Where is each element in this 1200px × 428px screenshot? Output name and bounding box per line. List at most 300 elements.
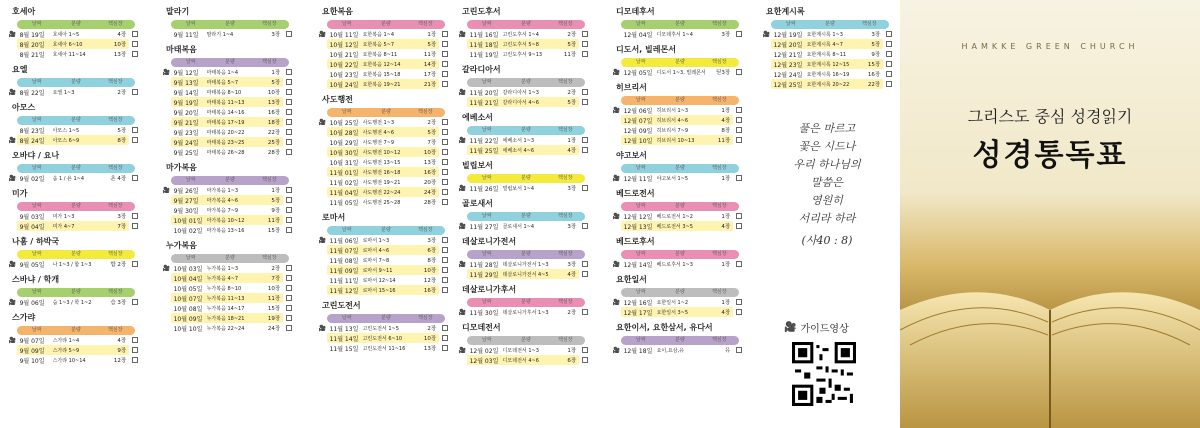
done-checkbox[interactable]: [286, 187, 292, 193]
header-date: 날짜: [185, 255, 196, 261]
done-checkbox[interactable]: [582, 31, 588, 37]
row-key-chapter: 4장: [567, 272, 577, 278]
row-cells: [467, 269, 580, 279]
table-header: [621, 20, 739, 29]
row-key-chapter: 욘 4장: [110, 176, 127, 182]
done-checkbox[interactable]: [736, 31, 742, 37]
row-range: 고린도후서 1~4: [502, 31, 539, 38]
book-section: [318, 94, 448, 207]
row-range: 누가복음 8~10: [206, 285, 242, 292]
done-checkbox[interactable]: [132, 137, 138, 143]
row-date: 11월 02일: [329, 179, 359, 187]
table-header: [17, 326, 135, 335]
header-date: 날짜: [31, 203, 42, 209]
row-key-chapter: 3장: [871, 32, 881, 38]
row-date: 10월 01일: [173, 217, 203, 225]
book-section: [8, 312, 138, 365]
table-row: [8, 87, 138, 97]
row-date: 9월 25일: [173, 149, 199, 157]
done-checkbox[interactable]: [582, 347, 588, 353]
done-checkbox[interactable]: [286, 207, 292, 213]
row-range: 호세아 6~10: [52, 41, 83, 48]
done-checkbox[interactable]: [286, 139, 292, 145]
done-checkbox[interactable]: [132, 213, 138, 219]
row-cells: [171, 263, 284, 273]
done-checkbox[interactable]: [442, 179, 448, 185]
header-key: 핵심장: [558, 299, 573, 305]
row-range: 야고보서 1~5: [656, 175, 689, 182]
done-checkbox[interactable]: [886, 31, 892, 37]
header-key: 핵심장: [108, 327, 123, 333]
row-date: 12월 03일: [469, 357, 499, 365]
done-checkbox[interactable]: [442, 277, 448, 283]
book-section: [458, 322, 588, 365]
done-checkbox[interactable]: [442, 51, 448, 57]
done-checkbox[interactable]: [442, 129, 448, 135]
done-checkbox[interactable]: [736, 261, 742, 267]
done-checkbox[interactable]: [442, 71, 448, 77]
row-key-chapter: 5장: [271, 80, 281, 86]
table-header: [17, 164, 135, 173]
row-cells: [621, 221, 734, 231]
row-key-chapter: 1장: [567, 138, 577, 144]
done-checkbox[interactable]: [736, 347, 742, 353]
header-range: 분량: [225, 255, 235, 261]
done-checkbox[interactable]: [132, 31, 138, 37]
row-cells: [171, 215, 284, 225]
done-checkbox[interactable]: [736, 107, 742, 113]
verse-panel: [762, 120, 892, 420]
done-checkbox[interactable]: [442, 189, 448, 195]
done-checkbox[interactable]: [286, 227, 292, 233]
header-key: 핵심장: [108, 203, 123, 209]
header-date: 날짜: [481, 21, 492, 27]
done-checkbox[interactable]: [442, 61, 448, 67]
done-checkbox[interactable]: [442, 41, 448, 47]
done-checkbox[interactable]: [132, 127, 138, 133]
table-row: [162, 323, 292, 333]
done-checkbox[interactable]: [286, 315, 292, 321]
row-key-chapter: 4장: [721, 118, 731, 124]
book-title: 야고보서: [616, 151, 647, 160]
row-cells: [327, 137, 440, 147]
book-section: [458, 112, 588, 155]
row-key-chapter: 11장: [717, 138, 731, 144]
done-checkbox[interactable]: [286, 305, 292, 311]
row-date: 12월 18일: [623, 347, 653, 355]
done-checkbox[interactable]: [286, 285, 292, 291]
row-date: 10월 03일: [173, 265, 203, 273]
done-checkbox[interactable]: [442, 237, 448, 243]
row-key-chapter: 13장: [423, 346, 437, 352]
done-checkbox[interactable]: [442, 159, 448, 165]
done-checkbox[interactable]: [582, 99, 588, 105]
row-cells: [171, 195, 284, 205]
book-title: 빌립보서: [462, 161, 493, 170]
row-cells: [621, 211, 734, 221]
row-cells: [621, 307, 734, 317]
done-checkbox[interactable]: [442, 335, 448, 341]
row-key-chapter: 17장: [423, 72, 437, 78]
row-date: 12월 04일: [623, 31, 653, 39]
done-checkbox[interactable]: [886, 71, 892, 77]
table-header: [621, 288, 739, 297]
header-range: 분량: [675, 59, 685, 65]
video-camera-icon: 🎥: [162, 186, 171, 194]
header-range: 분량: [71, 251, 81, 257]
row-range: 요한복음 15~18: [362, 71, 401, 78]
done-checkbox[interactable]: [582, 147, 588, 153]
header-date: 날짜: [785, 21, 796, 27]
table-header: [467, 126, 585, 135]
row-range: 사도행전 22~24: [362, 189, 401, 196]
book-section: [162, 6, 292, 39]
row-key-chapter: 5장: [117, 128, 127, 134]
video-camera-icon: 🎥: [162, 264, 171, 272]
book-section: [612, 274, 742, 317]
row-key-chapter: 11장: [423, 52, 437, 58]
row-range: 요한계시록 4~7: [806, 41, 843, 48]
row-cells: [621, 125, 734, 135]
table-row: [612, 67, 742, 77]
done-checkbox[interactable]: [132, 347, 138, 353]
table-row: [162, 273, 292, 283]
book-title: 디도서, 빌레몬서: [616, 45, 676, 54]
row-range: 마태복음 11~13: [206, 99, 245, 106]
row-date: 10월 05일: [173, 285, 203, 293]
table-row: [162, 195, 292, 205]
row-date: 12월 09일: [623, 127, 653, 135]
schedule-column: [162, 6, 292, 338]
row-key-chapter: 12장: [423, 278, 437, 284]
done-checkbox[interactable]: [286, 197, 292, 203]
row-range: 요한복음 19~21: [362, 81, 401, 88]
row-range: 요한계시록 12~15: [806, 61, 850, 68]
verse-line: 서리라 하라: [798, 212, 856, 225]
verse-line: 풀은 마르고: [798, 122, 856, 135]
row-cells: [171, 29, 284, 39]
header-range: 분량: [675, 289, 685, 295]
done-checkbox[interactable]: [582, 51, 588, 57]
row-key-chapter: 1장: [271, 70, 281, 76]
done-checkbox[interactable]: [442, 139, 448, 145]
table-row: [162, 293, 292, 303]
book-section: [612, 150, 742, 183]
header-date: 날짜: [31, 117, 42, 123]
row-date: 11월 26일: [469, 185, 499, 193]
row-cells: [467, 221, 580, 231]
done-checkbox[interactable]: [582, 271, 588, 277]
done-checkbox[interactable]: [132, 357, 138, 363]
header-range: 분량: [381, 21, 391, 27]
header-range: 분량: [675, 251, 685, 257]
row-cells: [17, 221, 130, 231]
done-checkbox[interactable]: [132, 175, 138, 181]
header-range: 분량: [675, 203, 685, 209]
done-checkbox[interactable]: [132, 41, 138, 47]
done-checkbox[interactable]: [736, 69, 742, 75]
row-date: 9월 27일: [173, 197, 199, 205]
table-header: [17, 202, 135, 211]
done-checkbox[interactable]: [286, 99, 292, 105]
done-checkbox[interactable]: [286, 325, 292, 331]
row-date: 10월 28일: [329, 129, 359, 137]
done-checkbox[interactable]: [582, 223, 588, 229]
row-key-chapter: 13장: [267, 100, 281, 106]
table-header: [327, 314, 445, 323]
done-checkbox[interactable]: [286, 119, 292, 125]
header-key: 핵심장: [862, 21, 877, 27]
done-checkbox[interactable]: [286, 79, 292, 85]
done-checkbox[interactable]: [886, 81, 892, 87]
video-camera-icon: 🎥: [458, 260, 467, 268]
row-range: 갈라디아서 1~3: [502, 89, 539, 96]
table-header: [17, 20, 135, 29]
row-key-chapter: 15장: [867, 62, 881, 68]
row-range: 누가복음 11~13: [206, 295, 245, 302]
table-row: [318, 177, 448, 187]
done-checkbox[interactable]: [286, 217, 292, 223]
done-checkbox[interactable]: [132, 337, 138, 343]
done-checkbox[interactable]: [582, 309, 588, 315]
table-row: [8, 335, 138, 345]
done-checkbox[interactable]: [286, 295, 292, 301]
row-range: 데살로니가후서 1~3: [502, 309, 549, 316]
done-checkbox[interactable]: [886, 51, 892, 57]
done-checkbox[interactable]: [442, 287, 448, 293]
header-key: 핵심장: [262, 59, 277, 65]
row-cells: [171, 127, 284, 137]
done-checkbox[interactable]: [582, 185, 588, 191]
done-checkbox[interactable]: [442, 257, 448, 263]
table-row: [162, 77, 292, 87]
row-date: 10월 09일: [173, 315, 203, 323]
header-key: 핵심장: [712, 337, 727, 343]
header-range: 분량: [71, 79, 81, 85]
row-range: 스가랴 10~14: [52, 357, 86, 364]
table-row: [318, 235, 448, 245]
book-section: [8, 274, 138, 307]
row-key-chapter: 21장: [423, 82, 437, 88]
header-key: 핵심장: [108, 165, 123, 171]
done-checkbox[interactable]: [582, 357, 588, 363]
table-row: [162, 283, 292, 293]
done-checkbox[interactable]: [442, 119, 448, 125]
row-range: 로마서 7~8: [362, 257, 390, 264]
row-key-chapter: 24장: [423, 190, 437, 196]
row-date: 8월 23일: [19, 127, 45, 135]
row-date: 11월 22일: [469, 137, 499, 145]
table-row: [8, 173, 138, 183]
row-date: 12월 24일: [773, 71, 803, 79]
row-date: 11월 30일: [469, 309, 499, 317]
row-key-chapter: 4장: [567, 148, 577, 154]
video-camera-icon: 🎥: [8, 174, 17, 182]
done-checkbox[interactable]: [442, 267, 448, 273]
video-camera-icon: 🎥: [612, 212, 621, 220]
header-key: 핵심장: [558, 127, 573, 133]
header-range: 분량: [675, 165, 685, 171]
done-checkbox[interactable]: [132, 89, 138, 95]
done-checkbox[interactable]: [736, 309, 742, 315]
table-header: [17, 116, 135, 125]
row-range: 디모데전서 1~3: [502, 347, 539, 354]
done-checkbox[interactable]: [442, 345, 448, 351]
header-date: 날짜: [341, 21, 352, 27]
row-range: 에베소서 1~3: [502, 137, 535, 144]
row-cells: [771, 59, 884, 69]
book-title: 아모스: [12, 103, 36, 112]
done-checkbox[interactable]: [442, 325, 448, 331]
row-key-chapter: 4장: [117, 338, 127, 344]
video-camera-icon: 🎥: [612, 298, 621, 306]
done-checkbox[interactable]: [286, 129, 292, 135]
done-checkbox[interactable]: [132, 51, 138, 57]
done-checkbox[interactable]: [582, 137, 588, 143]
row-date: 12월 14일: [623, 261, 653, 269]
done-checkbox[interactable]: [736, 127, 742, 133]
done-checkbox[interactable]: [736, 223, 742, 229]
done-checkbox[interactable]: [442, 31, 448, 37]
book-section: [612, 44, 742, 77]
book-title: 미가: [12, 189, 28, 198]
row-date: 9월 09일: [19, 347, 45, 355]
book-section: [612, 188, 742, 231]
book-section: [8, 6, 138, 59]
table-row: [162, 185, 292, 195]
done-checkbox[interactable]: [442, 247, 448, 253]
table-row: [318, 39, 448, 49]
done-checkbox[interactable]: [582, 89, 588, 95]
row-key-chapter: 6장: [567, 358, 577, 364]
row-range: 고린도전서 6~10: [362, 335, 403, 342]
header-key: 핵심장: [558, 337, 573, 343]
table-row: [458, 355, 588, 365]
done-checkbox[interactable]: [132, 223, 138, 229]
qr-code[interactable]: [792, 342, 856, 406]
video-camera-icon: 🎥: [458, 136, 467, 144]
done-checkbox[interactable]: [736, 299, 742, 305]
done-checkbox[interactable]: [442, 81, 448, 87]
header-key: 핵심장: [262, 177, 277, 183]
done-checkbox[interactable]: [132, 299, 138, 305]
header-range: 분량: [71, 203, 81, 209]
row-key-chapter: 15장: [267, 306, 281, 312]
table-row: [318, 69, 448, 79]
done-checkbox[interactable]: [286, 265, 292, 271]
done-checkbox[interactable]: [286, 275, 292, 281]
table-row: [318, 127, 448, 137]
header-range: 분량: [225, 21, 235, 27]
done-checkbox[interactable]: [886, 61, 892, 67]
done-checkbox[interactable]: [442, 149, 448, 155]
done-checkbox[interactable]: [886, 41, 892, 47]
done-checkbox[interactable]: [286, 89, 292, 95]
schedule-column: [8, 6, 138, 370]
done-checkbox[interactable]: [736, 137, 742, 143]
row-range: 사도행전 1~3: [362, 119, 395, 126]
header-date: 날짜: [635, 97, 646, 103]
row-date: 12월 02일: [469, 347, 499, 355]
header-key: 핵심장: [418, 227, 433, 233]
row-cells: [17, 29, 130, 39]
table-row: [162, 303, 292, 313]
verse-line: 말씀은: [811, 176, 843, 189]
row-cells: [327, 69, 440, 79]
table-row: [318, 137, 448, 147]
header-date: 날짜: [31, 289, 42, 295]
row-date: 9월 19일: [173, 99, 199, 107]
done-checkbox[interactable]: [736, 213, 742, 219]
done-checkbox[interactable]: [582, 41, 588, 47]
table-header: [17, 78, 135, 87]
done-checkbox[interactable]: [286, 109, 292, 115]
table-row: [762, 79, 892, 89]
done-checkbox[interactable]: [442, 199, 448, 205]
row-key-chapter: 18장: [267, 120, 281, 126]
row-cells: [467, 259, 580, 269]
table-row: [162, 147, 292, 157]
header-range: 분량: [521, 213, 531, 219]
table-row: [8, 39, 138, 49]
table-row: [458, 49, 588, 59]
book-section: [318, 300, 448, 353]
done-checkbox[interactable]: [582, 261, 588, 267]
book-title: 요한계시록: [766, 7, 805, 16]
verse-text: [762, 120, 892, 250]
row-range: 고린도전서 1~5: [362, 325, 399, 332]
table-row: [458, 307, 588, 317]
book-section: [458, 198, 588, 231]
header-date: 날짜: [481, 299, 492, 305]
done-checkbox[interactable]: [442, 169, 448, 175]
header-date: 날짜: [31, 79, 42, 85]
row-cells: [327, 49, 440, 59]
header-key: 핵심장: [108, 289, 123, 295]
table-row: [318, 117, 448, 127]
row-cells: [621, 173, 734, 183]
header-date: 날짜: [31, 251, 42, 257]
header-key: 핵심장: [418, 109, 433, 115]
row-date: 11월 04일: [329, 189, 359, 197]
done-checkbox[interactable]: [736, 175, 742, 181]
done-checkbox[interactable]: [736, 117, 742, 123]
table-row: [612, 105, 742, 115]
table-row: [162, 313, 292, 323]
row-range: 습 1~3 / 학 1~2: [52, 299, 92, 306]
row-range: 요이,요삼,유: [656, 347, 684, 354]
row-cells: [771, 79, 884, 89]
header-date: 날짜: [31, 165, 42, 171]
row-range: 히브리서 7~9: [656, 127, 689, 134]
done-checkbox[interactable]: [286, 69, 292, 75]
row-cells: [621, 67, 734, 77]
row-range: 마가복음 10~12: [206, 217, 245, 224]
done-checkbox[interactable]: [286, 31, 292, 37]
video-camera-icon: 🎥: [762, 30, 771, 38]
done-checkbox[interactable]: [132, 261, 138, 267]
row-cells: [327, 235, 440, 245]
table-row: [612, 307, 742, 317]
row-range: 고린도후서 9~13: [502, 51, 543, 58]
table-header: [467, 336, 585, 345]
done-checkbox[interactable]: [286, 149, 292, 155]
header-range: 분량: [225, 59, 235, 65]
video-camera-icon: 🎥: [612, 260, 621, 268]
book-section: [458, 64, 588, 107]
row-cells: [171, 87, 284, 97]
header-date: 날짜: [481, 337, 492, 343]
